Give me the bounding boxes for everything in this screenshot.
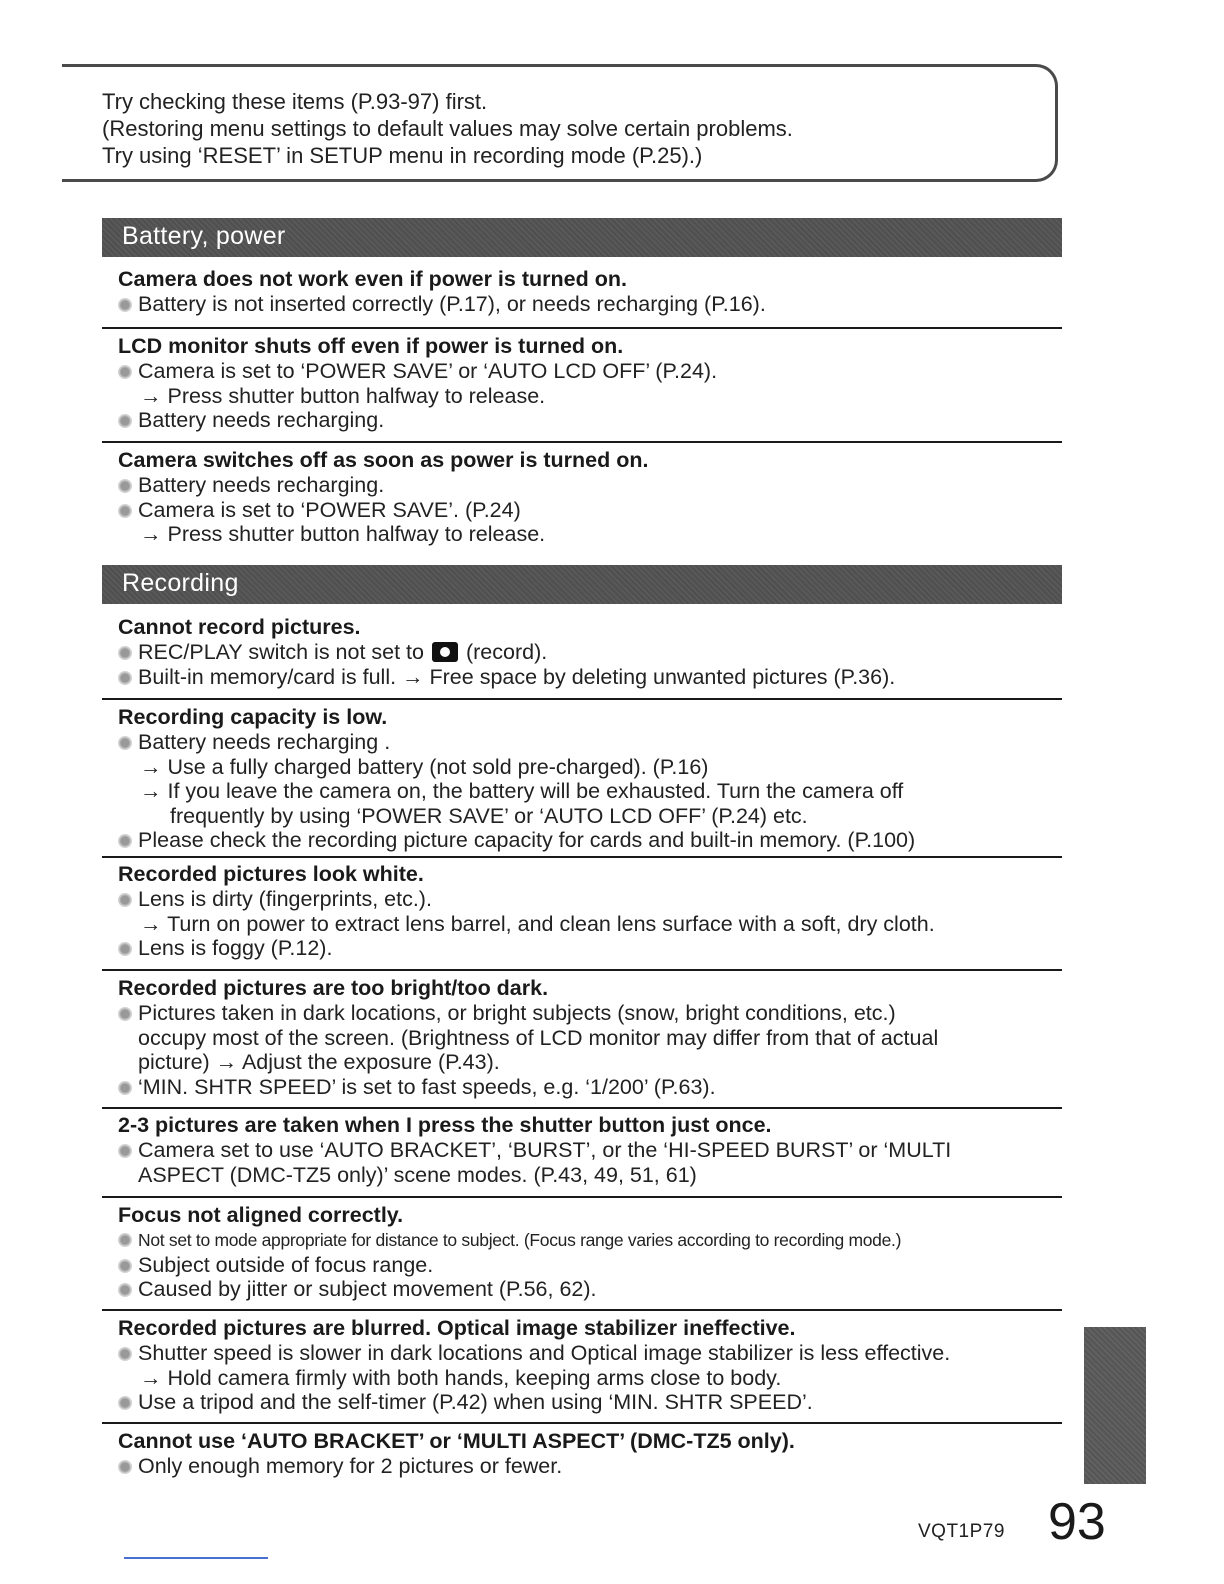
entry-line: Please check the recording picture capacity for cards and built-in memory. (P.100) bbox=[118, 828, 1062, 853]
entry-title: Recorded pictures are blurred. Optical image stabilizer ineffective. bbox=[118, 1316, 796, 1340]
troubleshoot-entry bbox=[118, 1113, 1062, 1187]
entry-title: Recording capacity is low. bbox=[118, 705, 388, 729]
divider bbox=[102, 327, 1062, 329]
entry-title: LCD monitor shuts off even if power is turned on. bbox=[118, 334, 624, 358]
troubleshoot-entry bbox=[118, 334, 1062, 433]
entry-title: Recorded pictures look white. bbox=[118, 862, 424, 886]
section-title: Battery, power bbox=[122, 222, 286, 250]
entry-title: Cannot record pictures. bbox=[118, 615, 361, 639]
entry-title: Cannot use ‘AUTO BRACKET’ or ‘MULTI ASPECT’ (DMC-TZ5 only). bbox=[118, 1429, 795, 1453]
chapter-side-tab bbox=[1084, 1327, 1146, 1484]
entry-line: Shutter speed is slower in dark locations and Optical image stabilizer is less effective. bbox=[118, 1341, 1062, 1366]
camera-record-icon bbox=[432, 642, 458, 662]
entry-line: → Press shutter button halfway to release. bbox=[140, 522, 546, 546]
bullet-icon bbox=[118, 1007, 132, 1021]
bullet-icon bbox=[118, 942, 132, 956]
bullet-icon bbox=[118, 1081, 132, 1095]
entry-line: ASPECT (DMC-TZ5 only)’ scene modes. (P.43, 49, 51, 61) bbox=[138, 1162, 697, 1187]
entry-line: Caused by jitter or subject movement (P.56, 62). bbox=[118, 1277, 1062, 1302]
troubleshoot-entry bbox=[118, 862, 1062, 961]
entry-line: Only enough memory for 2 pictures or fewer. bbox=[118, 1454, 1062, 1479]
entry-line: → If you leave the camera on, the battery will be exhausted. Turn the camera off bbox=[140, 779, 904, 803]
entry-line: Camera is set to ‘POWER SAVE’. (P.24) bbox=[118, 498, 1062, 523]
entry-line: frequently by using ‘POWER SAVE’ or ‘AUTO LCD OFF’ (P.24) etc. bbox=[170, 803, 808, 828]
entry-line: Lens is dirty (fingerprints, etc.). bbox=[118, 887, 1062, 912]
bullet-icon bbox=[118, 1396, 132, 1410]
entry-line: Not set to mode appropriate for distance to subject. (Focus range varies according to recording mode.) bbox=[118, 1228, 1062, 1253]
divider bbox=[102, 856, 1062, 858]
bullet-icon bbox=[118, 1460, 132, 1474]
entry-title: Focus not aligned correctly. bbox=[118, 1203, 404, 1227]
divider bbox=[102, 1107, 1062, 1109]
divider bbox=[102, 969, 1062, 971]
divider bbox=[102, 1422, 1062, 1424]
divider bbox=[102, 1196, 1062, 1198]
troubleshoot-entry bbox=[118, 1429, 1062, 1479]
entry-line: Camera set to use ‘AUTO BRACKET’, ‘BURST’, or the ‘HI-SPEED BURST’ or ‘MULTI bbox=[118, 1138, 1062, 1163]
divider bbox=[102, 1309, 1062, 1311]
intro-line: (Restoring menu settings to default values may solve certain problems. bbox=[102, 116, 793, 141]
bullet-icon bbox=[118, 736, 132, 750]
bullet-icon bbox=[118, 298, 132, 312]
troubleshoot-entry bbox=[118, 1203, 1062, 1302]
entry-title: Camera switches off as soon as power is turned on. bbox=[118, 448, 649, 472]
intro-line: Try using ‘RESET’ in SETUP menu in recording mode (P.25).) bbox=[102, 143, 703, 168]
entry-line: Use a tripod and the self-timer (P.42) when using ‘MIN. SHTR SPEED’. bbox=[118, 1390, 1062, 1415]
entry-line: Battery needs recharging. bbox=[118, 408, 1062, 433]
divider bbox=[102, 698, 1062, 700]
entry-line: → Use a fully charged battery (not sold pre-charged). (P.16) bbox=[140, 754, 709, 779]
entry-line: Battery needs recharging . bbox=[118, 730, 1062, 755]
entry-line: occupy most of the screen. (Brightness of LCD monitor may differ from that of actual bbox=[138, 1025, 939, 1050]
troubleshoot-entry bbox=[118, 976, 1062, 1099]
troubleshoot-entry bbox=[118, 448, 1062, 547]
entry-title: Camera does not work even if power is turned on. bbox=[118, 267, 627, 291]
entry-title: 2-3 pictures are taken when I press the shutter button just once. bbox=[118, 1113, 772, 1137]
troubleshoot-entry bbox=[118, 705, 1062, 853]
page-number: 93 bbox=[1048, 1493, 1106, 1551]
entry-line: Battery needs recharging. bbox=[118, 473, 1062, 498]
section-header-recording bbox=[102, 565, 1062, 604]
section-header-battery bbox=[102, 218, 1062, 257]
entry-line: Pictures taken in dark locations, or bright subjects (snow, bright conditions, etc.) bbox=[118, 1001, 1062, 1026]
document-code: VQT1P79 bbox=[918, 1521, 1005, 1542]
bottom-rule bbox=[124, 1557, 268, 1559]
divider bbox=[102, 441, 1062, 443]
bullet-icon bbox=[118, 1259, 132, 1273]
bullet-icon bbox=[118, 504, 132, 518]
troubleshoot-entry bbox=[118, 615, 1062, 689]
bullet-icon bbox=[118, 365, 132, 379]
entry-line: REC/PLAY switch is not set to (record). bbox=[118, 640, 1062, 665]
entry-line: Battery is not inserted correctly (P.17), or needs recharging (P.16). bbox=[118, 292, 1062, 317]
bullet-icon bbox=[118, 893, 132, 907]
troubleshoot-entry bbox=[118, 1316, 1062, 1415]
bullet-icon bbox=[118, 414, 132, 428]
intro-box bbox=[62, 64, 1058, 182]
entry-line: → Turn on power to extract lens barrel, and clean lens surface with a soft, dry cloth. bbox=[140, 911, 935, 936]
bullet-icon bbox=[118, 1283, 132, 1297]
entry-line: Built-in memory/card is full. → Free space by deleting unwanted pictures (P.36). bbox=[118, 665, 1062, 690]
entry-line: Subject outside of focus range. bbox=[118, 1253, 1062, 1278]
intro-line: Try checking these items (P.93-97) first. bbox=[102, 89, 488, 114]
bullet-icon bbox=[118, 1347, 132, 1361]
entry-line: ‘MIN. SHTR SPEED’ is set to fast speeds, e.g. ‘1/200’ (P.63). bbox=[118, 1075, 1062, 1100]
bullet-icon bbox=[118, 646, 132, 660]
entry-line: → Press shutter button halfway to release. bbox=[140, 383, 546, 408]
entry-line: Lens is foggy (P.12). bbox=[118, 936, 1062, 961]
entry-title: Recorded pictures are too bright/too dark. bbox=[118, 976, 549, 1000]
entry-line: Camera is set to ‘POWER SAVE’ or ‘AUTO LCD OFF’ (P.24). bbox=[118, 359, 1062, 384]
section-title: Recording bbox=[122, 569, 239, 597]
bullet-icon bbox=[118, 479, 132, 493]
bullet-icon bbox=[118, 834, 132, 848]
troubleshoot-entry bbox=[118, 267, 1062, 317]
bullet-icon bbox=[118, 1144, 132, 1158]
entry-line: → Hold camera firmly with both hands, keeping arms close to body. bbox=[140, 1365, 782, 1390]
bullet-icon bbox=[118, 671, 132, 685]
entry-line: picture) → Adjust the exposure (P.43). bbox=[138, 1050, 500, 1074]
bullet-icon bbox=[118, 1233, 132, 1247]
